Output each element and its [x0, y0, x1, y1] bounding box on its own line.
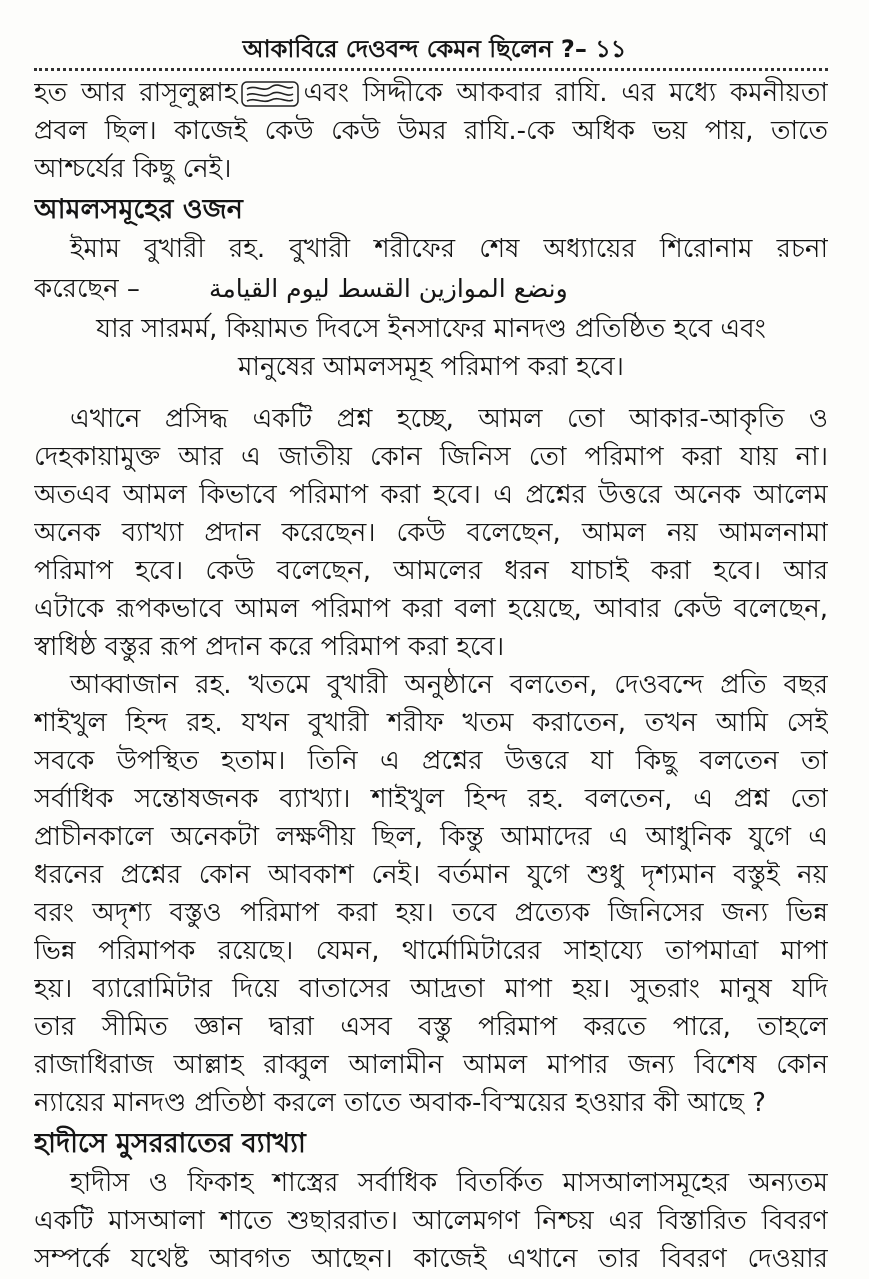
arabic-verse: ونضع الموازين القسط ليوم القيامة [209, 274, 568, 303]
paragraph-line: আব্বাজান রহ. খতমে বুখারী অনুষ্ঠানে বলতেন, দেওবন্দে প্রতি বছর [70, 670, 828, 700]
paragraph-line: শাইখুল হিন্দ রহ. যখন বুখারী শরীফ খতম করাতেন, তখন আমি সেই [34, 708, 828, 738]
quote-label: করেছেন – [34, 274, 140, 304]
paragraph-line: সম্পর্কে যথেষ্ট আবগত আছেন। কাজেই এখানে তার বিবরণ দেওয়ার [34, 1244, 828, 1274]
paragraph-line: অনেক ব্যাখ্যা প্রদান করেছেন। কেউ বলেছেন, আমল নয় আমলনামা [34, 518, 828, 548]
header-dotted-rule [34, 68, 828, 71]
paragraph-line: প্রাচীনকালে অনেকটা লক্ষণীয় ছিল, কিন্তু আমাদের এ আধুনিক যুগে এ [34, 822, 828, 852]
paragraph-line: হাদীস ও ফিকাহ শাস্ত্রের সর্বাধিক বিতর্কিত মাসআলাসমূহের অন্যতম [70, 1168, 828, 1198]
paragraph-line: সর্বাধিক সন্তোষজনক ব্যাখ্যা। শাইখুল হিন্দ রহ. বলতেন, এ প্রশ্ন তো [34, 784, 828, 814]
paragraph-line: বরং অদৃশ্য বস্তুও পরিমাপ করা হয়। তবে প্রত্যেক জিনিসের জন্য ভিন্ন [34, 898, 828, 928]
paragraph-line: ভিন্ন পরিমাপক রয়েছে। যেমন, থার্মোমিটারের সাহায্যে তাপমাত্রা মাপা [34, 936, 828, 966]
paragraph-line: তার সীমিত জ্ঞান দ্বারা এসব বস্তু পরিমাপ করতে পারে, তাহলে [34, 1012, 828, 1042]
paragraph-gap [34, 386, 828, 400]
paragraph-line: প্রবল ছিল। কাজেই কেউ কেউ উমর রাযি.-কে অধিক ভয় পায়, তাতে [34, 116, 828, 146]
page-body [34, 74, 828, 1279]
paragraph-line: ন্যায়ের মানদণ্ড প্রতিষ্ঠা করলে তাতে অবাক-বিস্ময়ের হওয়ার কী আছে ? [34, 1088, 766, 1118]
section-heading: আমলসমূহের ওজন [34, 194, 243, 225]
paragraph-line: আশ্চর্যের কিছু নেই। [34, 154, 232, 184]
section-heading: হাদীসে মুসররাতের ব্যাখ্যা [34, 1128, 306, 1159]
paragraph-line: দেহকায়ামুক্ত আর এ জাতীয় কোন জিনিস তো পরিমাপ করা যায় না। [34, 442, 828, 472]
paragraph-line: অতএব আমল কিভাবে পরিমাপ করা হবে। এ প্রশ্নের উত্তরে অনেক আলেম [34, 480, 828, 510]
summary-line: যার সারমর্ম, কিয়ামত দিবসে ইনসাফের মানদণ্ড প্রতিষ্ঠিত হবে এবং [96, 314, 766, 344]
paragraph-line: সবকে উপস্থিত হতাম। তিনি এ প্রশ্নের উত্তরে যা কিছু বলতেন তা [34, 746, 828, 776]
running-header: আকাবিরে দেওবন্দ কেমন ছিলেন ?– ১১ [242, 35, 627, 63]
salawat-calligraphy-icon [241, 81, 299, 107]
text-fragment: এবং সিদ্দীকে আকবার রাযি. এর মধ্যে কমনীয়তা [303, 78, 828, 108]
text-fragment: হত আর রাসূলুল্লাহ [34, 78, 238, 108]
paragraph-line: ইমাম বুখারী রহ. বুখারী শরীফের শেষ অধ্যায়ের শিরোনাম রচনা [70, 234, 828, 264]
summary-line: মানুষের আমলসমূহ পরিমাপ করা হবে। [238, 352, 624, 382]
paragraph-line: এটাকে রূপকভাবে আমল পরিমাপ করা বলা হয়েছে, আবার কেউ বলেছেন, [34, 594, 828, 624]
paragraph-line: পরিমাপ হবে। কেউ বলেছেন, আমলের ধরন যাচাই করা হবে। আর [34, 556, 828, 586]
arabic-quote-line [34, 268, 828, 310]
paragraph-line: একটি মাসআলা শাতে শুছাররাত। আলেমগণ নিশ্চয় এর বিস্তারিত বিবরণ [34, 1206, 828, 1236]
paragraph-line: এখানে প্রসিদ্ধ একটি প্রশ্ন হচ্ছে, আমল তো আকার-আকৃতি ও [70, 404, 828, 434]
paragraph-line [34, 74, 828, 112]
paragraph-line: স্বাধিষ্ঠ বস্তুর রূপ প্রদান করে পরিমাপ করা হবে। [34, 632, 505, 662]
paragraph-line: ধরনের প্রশ্নের কোন আবকাশ নেই। বর্তমান যুগে শুধু দৃশ্যমান বস্তুই নয় [34, 860, 828, 890]
paragraph-line: রাজাধিরাজ আল্লাহ রাব্বুল আলামীন আমল মাপার জন্য বিশেষ কোন [34, 1050, 828, 1080]
paragraph-line: হয়। ব্যারোমিটার দিয়ে বাতাসের আদ্রতা মাপা হয়। সুতরাং মানুষ যদি [34, 974, 828, 1004]
